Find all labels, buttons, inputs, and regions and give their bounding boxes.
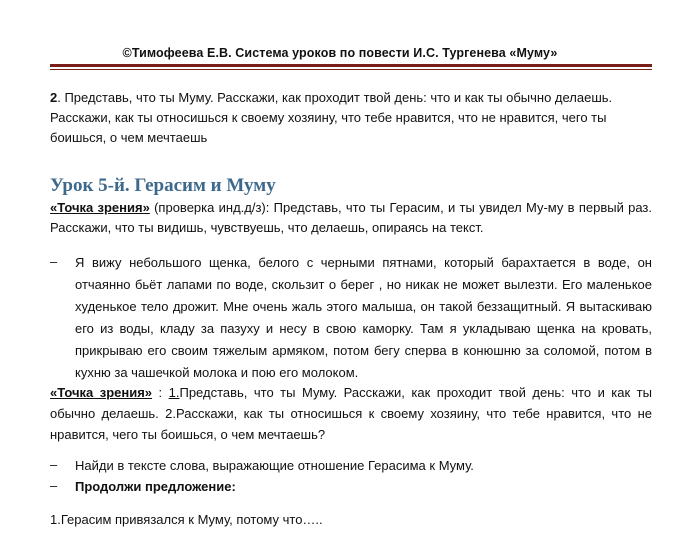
point-of-view-2-colon: :	[152, 385, 169, 400]
header-rule-thick	[50, 64, 652, 67]
question-2-text: . Представь, что ты Муму. Расскажи, как проходит твой день: что и как ты обычно делаешь. Расскажи, как ты относишься к своему хозяину, что тебе нравится, что не нравится, чего ты боишься, о чем мечтаешь	[50, 90, 613, 145]
point-of-view-1-hint: (проверка инд.д/з):	[149, 200, 274, 215]
point-of-view-2-label: «Точка зрения»	[50, 385, 153, 400]
header-rule-thin	[50, 69, 652, 70]
task-text: Найди в тексте слова, выражающие отношение Герасима к Муму.	[75, 458, 474, 473]
question-2-number: 2	[50, 90, 58, 105]
lesson-title: Урок 5-й. Герасим и Муму	[50, 175, 276, 196]
point-of-view-1-label: «Точка зрения»	[50, 200, 150, 215]
question-2	[50, 88, 652, 148]
answer-text: Я вижу небольшого щенка, белого с черными пятнами, который барахтается в воде, он отчаянно бьёт лапами по воде, скользит о берег , но никак не может вылезти. Его маленькое худенькое тело дрожит. Мне очень жаль этого малыша, он такой беззащитный. Я вытаскиваю его из воды, кладу за пазуху и несу в свою каморку. Там я укладываю щенка на кровать, прикрываю его своим тяжелым армяком, потом бегу сперва в конюшню за соломой, потом в кухню за чашечкой молока и пою его молоком.	[75, 255, 652, 380]
point-of-view-2-text: Представь, что ты Муму. Расскажи, как проходит твой день: что и как ты обычно делаешь. 2.Расскажи, как ты относишься к своему хозяину, что тебе нравится, что не нравится, чего ты боишься, о чем мечтаешь?	[50, 385, 652, 442]
task-dash: –	[50, 457, 58, 472]
header-title: ©Тимофеева Е.В. Система уроков по повести И.С. Тургенева «Муму»	[122, 46, 558, 60]
sentence-prompt: 1.Герасим привязался к Муму, потому что…..	[50, 512, 323, 527]
point-of-view-2-num: 1.	[168, 385, 180, 400]
task-dash: –	[50, 478, 58, 493]
point-of-view-1	[50, 198, 652, 238]
task-text: Продолжи предложение:	[75, 479, 236, 494]
point-of-view-2	[50, 382, 652, 445]
point-of-view-1-task: Представь, что ты Герасим, и ты увидел Му-му в первый раз. Расскажи, что ты видишь, чувствуешь, что делаешь, опираясь на текст.	[50, 200, 653, 235]
answer-dash: –	[50, 254, 58, 269]
